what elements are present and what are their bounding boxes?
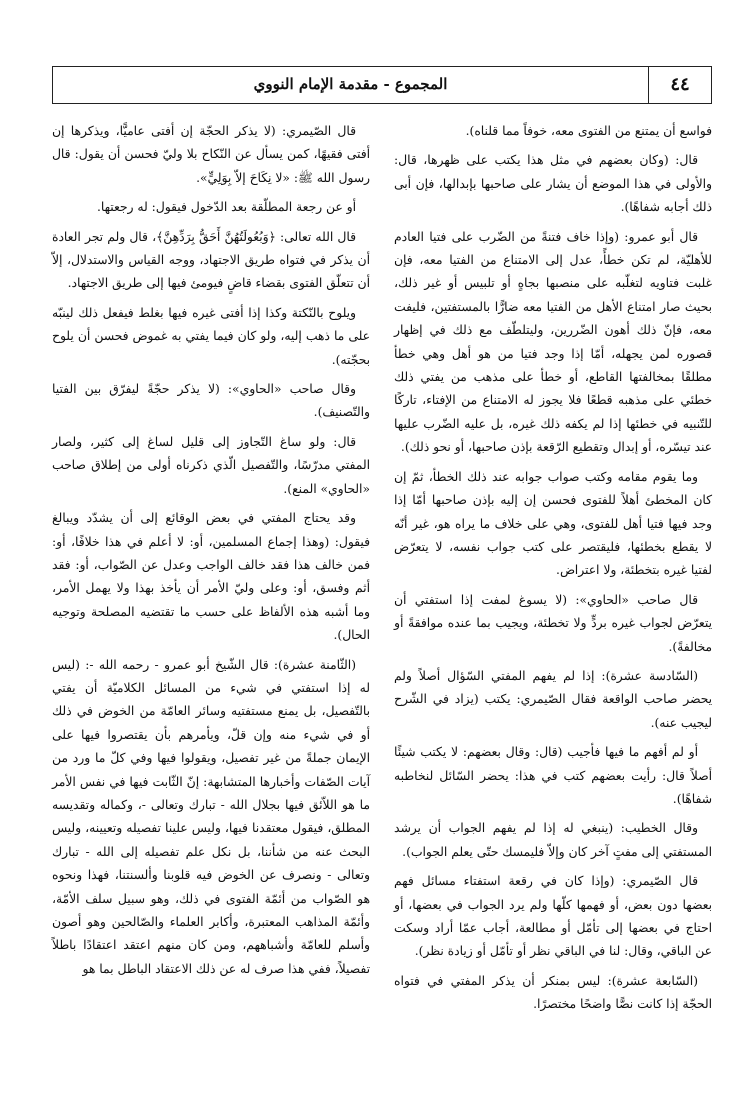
right-column	[394, 120, 712, 1023]
page-number: ٤٤	[648, 67, 711, 103]
left-column	[52, 120, 370, 987]
paragraph: قال الله تعالى: ﴿وَبُعُولَتُهُنَّ أَحَقُّ بِرَدِّهِنَّ﴾، قال ولم تجر العادة أن يذكر في فتواه طريق الاجتهاد، ووجه القياس والاستدلال، إلاّ أن تتعلّق الفتوى بقضاء قاضٍ فيومئ فيها إلى طريق الاجتهاد.	[52, 229, 370, 291]
paragraph: قال الصّيمري: (لا يذكر الحجّة إن أفتى عاميًّا، ويذكرها إن أفتى فقيهًا، كمن يسأل عن النّكاح بلا وليّ فحسن أن يقول: قال رسول الله ﷺ: «لا نِكَاحَ إلاّ بِوَلِيٍّ».	[52, 124, 370, 185]
paragraph: وما يقوم مقامه وكتب صواب جوابه عند ذلك الخطأ، ثمّ إن كان المخطئ أهلاً للفتوى فحسن إن إليه بإذن صاحبها أمّا إذا وجد فيها فتيا أهل للفتوى، وهي على خلاف ما يراه هو، غير أنّه لا يقطع بخطئها، فليقتصر على كتب جواب نفسه، لا يتعرّض لفتيا غيره بتخطئة، ولا اعتراض.	[394, 469, 712, 578]
paragraph: (السّادسة عشرة): إذا لم يفهم المفتي السّؤال أصلاً ولم يحضر صاحب الواقعة فقال الصّيمري: يكتب (يزاد في الشّرح ليجيب عنه).	[394, 668, 712, 730]
paragraph: فواسع أن يمتنع من الفتوى معه، خوفاً مما قلناه).	[465, 124, 712, 138]
running-title: المجموع - مقدمة الإمام النووي	[253, 75, 448, 93]
page-header	[52, 66, 712, 104]
paragraph: ويلوح بالنّكتة وكذا إذا أفتى غيره فيها بغلط فيفعل ذلك لينبّه على ما ذهب إليه، ولو كان فيما يفتي به غموض فحسن أن يلوح بحجّته).	[52, 305, 370, 367]
paragraph: أو عن رجعة المطلّقة بعد الدّخول فيقول: له رجعتها.	[96, 200, 356, 215]
paragraph: (الثّامنة عشرة): قال الشّيخ أبو عمرو - رحمه الله -: (ليس له إذا استفتي في شيء من المسائل الكلاميّة أن يفتي بالتّفصيل، بل يمنع مستفتيه وسائر العامّة من الخوض في ذلك أو في شيء منه وإن قلّ، ويأمرهم بأن يقتصروا فيها على الإيمان جملةً من غير تفصيل، ويقولوا فيها وفي كلّ ما ورد من آيات الصّفات وأخبارها المتشابهة: إنّ الثّابت فيها في نفس الأمر ما هو اللاّئق فيها بجلال الله - تبارك وتعالى -، وكماله وتقديسه المطلق، فيقول معتقدنا فيها، وليس علينا تفصيله وتعيينه، وليس البحث عنه من شأننا، بل نكل علم تفصيله إلى الله - تبارك وتعالى - ونصرف عن الخوض فيه قلوبنا وألسنتنا، فهذا ونحوه هو الصّواب من أئمّة الفتوى في ذلك، وهو سبيل سلف الأمّة، وأئمّة المذاهب المعتبرة، وأكابر العلماء والصّالحين وهو أصون وأسلم للعامّة وأشباههم، ومن كان منهم اعتقد اعتقادًا باطلاً تفصيلاً، ففي هذا صرف له عن ذلك الاعتقاد الباطل بما هو	[52, 657, 370, 976]
paragraph: (السّابعة عشرة): ليس بمنكر أن يذكر المفتي في فتواه الحجّة إذا كانت نصًّا واضحًا مختصرًا.	[394, 973, 712, 1012]
paragraph: قال أبو عمرو: (وإذا خاف فتنةً من الضّرب على فتيا العادم للأهليّة، لم تكن خطأً، عدل إلى الامتناع من الفتيا معه، فإن غلبت فتاويه لتغلّبه على منصبها بجاهٍ أو تلبيس أو غير ذلك، بحيث صار امتناع الأهل من الفتيا معه ضارًّا بالمستفتين، فليفت معه، فإنّ ذلك أهون الضّررين، وليتلطّف مع ذلك في إظهار قصوره لمن يجهله، أمّا إذا وجد فتيا من هو أهل وهي خطأ مطلقًا بمخالفتها القاطع، أو خطأ على مذهب من يفتي ذلك خطئي على مذهبه قطعًا فلا يجوز له الامتناع من الإفتاء، تاركًا للتّنبيه في خطئها إذا لم يكفه ذلك غيره، بل عليه الضّرب عليها عند تيسّره، أو إبدال وتقطيع الرّقعة بإذن صاحبها، أو نحو ذلك).	[394, 229, 712, 455]
paragraph: قال: (وكان بعضهم في مثل هذا يكتب على ظهرها، قال: والأولى في هذا الموضع أن يشار على صاحبها بإبدالها، فإن أبى ذلك أجابه شفاهًا).	[394, 153, 712, 215]
paragraph: قال صاحب «الحاوي»: (لا يسوغ لمفت إذا استفتي أن يتعرّض لجواب غيره بردٍّ ولا تخطئة، ويجيب بما عنده موافقةً أو مخالفةً).	[394, 592, 712, 654]
paragraph: وقال الخطيب: (ينبغي له إذا لم يفهم الجواب أن يرشد المستفتي إلى مفتٍ آخر كان وإلاّ فليمسك حتّى يعلم الجواب).	[394, 821, 712, 859]
paragraph: قال الصّيمري: (وإذا كان في رقعة استفتاء مسائل فهم بعضها دون بعض، أو فهمها كلّها ولم يرد الجواب في بعضها، أو احتاج في بعضها إلى تأمّل أو مطالعة، أجاب عمّا أراد وسكت عن الباقي، وقال: لنا في الباقي نظر أو تأمّل أو زيادة نظر).	[394, 874, 712, 959]
paragraph: قال: ولو ساغ التّجاوز إلى قليل لساغ إلى كثير، ولصار المفتي مدرّسًا، والتّفصيل الّذي ذكرناه أولى من إطلاق صاحب «الحاوي» المنع).	[52, 434, 370, 496]
paragraph: وقد يحتاج المفتي في بعض الوقائع إلى أن يشدّد ويبالغ فيقول: (وهذا إجماع المسلمين، أو: لا أعلم في هذا خلافًا، أو: فمن خالف هذا فقد خالف الواجب وعدل عن الصّواب، أو: فقد أثم وفسق، أو: وعلى وليّ الأمر أن يأخذ بهذا ولا يهمل الأمر، وما أشبه هذه الألفاظ على حسب ما تقتضيه المصلحة وتوجيه الحال).	[52, 511, 370, 643]
paragraph: أو لم أفهم ما فيها فأجيب (قال: وقال بعضهم: لا يكتب شيئًا أصلاً قال: رأيت بعضهم كتب في هذا: يحضر السّائل لنخاطبه شفاهًا).	[394, 745, 712, 806]
paragraph: وقال صاحب «الحاوي»: (لا يذكر حجّةً ليفرّق بين الفتيا والتّصنيف).	[52, 382, 370, 420]
